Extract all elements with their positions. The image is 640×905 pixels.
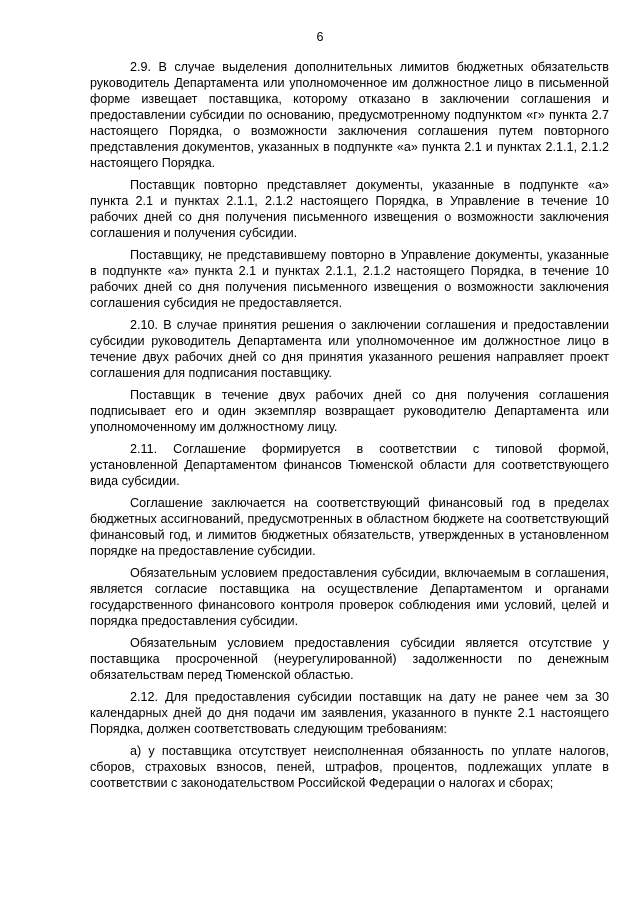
paragraph-mandatory-no-debt: Обязательным условием предоставления субсидии является отсутствие у поставщика просроченной (неурегулированной) задолженности по денежным обязательствам перед Тюменской областью. — [90, 636, 609, 682]
paragraph-2-11: 2.11. Соглашение формируется в соответствии с типовой формой, установленной Департаментом финансов Тюменской области для соответствующего вида субсидии. — [90, 442, 609, 488]
paragraph-2-9: 2.9. В случае выделения дополнительных лимитов бюджетных обязательств руководитель Департамента или уполномоченное им должностное лицо в письменной форме извещает поставщика, которому отказано в заключении соглашения и предоставлении субсидии по основанию, предусмотренному подпунктом «г» пункта 2.7 настоящего Порядка, о возможности заключения соглашения путем повторного представления документов, указанных в подпункте «а» пункта 2.1 и пунктах 2.1.1, 2.1.2 настоящего Порядка. — [90, 60, 609, 170]
paragraph-2-10: 2.10. В случае принятия решения о заключении соглашения и предоставлении субсидии руководитель Департамента или уполномоченное им должностное лицо в течение двух рабочих дней со дня принятия указанного решения направляет проект соглашения для подписания поставщику. — [90, 318, 609, 380]
paragraph-agreement-term: Соглашение заключается на соответствующий финансовый год в пределах бюджетных ассигнований, предусмотренных в областном бюджете на соответствующий финансовый год, и лимитов бюджетных обязательств, утвержденных в установленном порядке на предоставление субсидии. — [90, 496, 609, 558]
paragraph-resubmission: Поставщик повторно представляет документы, указанные в подпункте «а» пункта 2.1 и пунктах 2.1.1, 2.1.2 настоящего Порядка, в Управление в течение 10 рабочих дней со дня получения письменного извещения о возможности заключения соглашения и получения субсидии. — [90, 178, 609, 240]
paragraph-requirement-a: а) у поставщика отсутствует неисполненная обязанность по уплате налогов, сборов, страховых взносов, пеней, штрафов, процентов, подлежащих уплате в соответствии с законодательством Российской Федерации о налогах и сборах; — [90, 744, 609, 790]
paragraph-no-resubmission: Поставщику, не представившему повторно в Управление документы, указанные в подпункте «а» пункта 2.1 и пунктах 2.1.1, 2.1.2 настоящего Порядка, в течение 10 рабочих дней со дня получения письменного извещения о возможности заключения соглашения субсидия не предоставляется. — [90, 248, 609, 310]
paragraph-mandatory-consent: Обязательным условием предоставления субсидии, включаемым в соглашения, является согласие поставщика на осуществление Департаментом и органами государственного финансового контроля проверок соблюдения ими условий, целей и порядка предоставления субсидии. — [90, 566, 609, 628]
paragraph-2-12: 2.12. Для предоставления субсидии поставщик на дату не ранее чем за 30 календарных дней до дня подачи им заявления, указанного в пункте 2.1 настоящего Порядка, должен соответствовать следующим требованиям: — [90, 690, 609, 736]
document-body — [90, 59, 609, 797]
page-number: 6 — [316, 30, 324, 44]
paragraph-signing: Поставщик в течение двух рабочих дней со дня получения соглашения подписывает его и один экземпляр возвращает руководителю Департамента или уполномоченному им должностному лицу. — [90, 388, 609, 434]
